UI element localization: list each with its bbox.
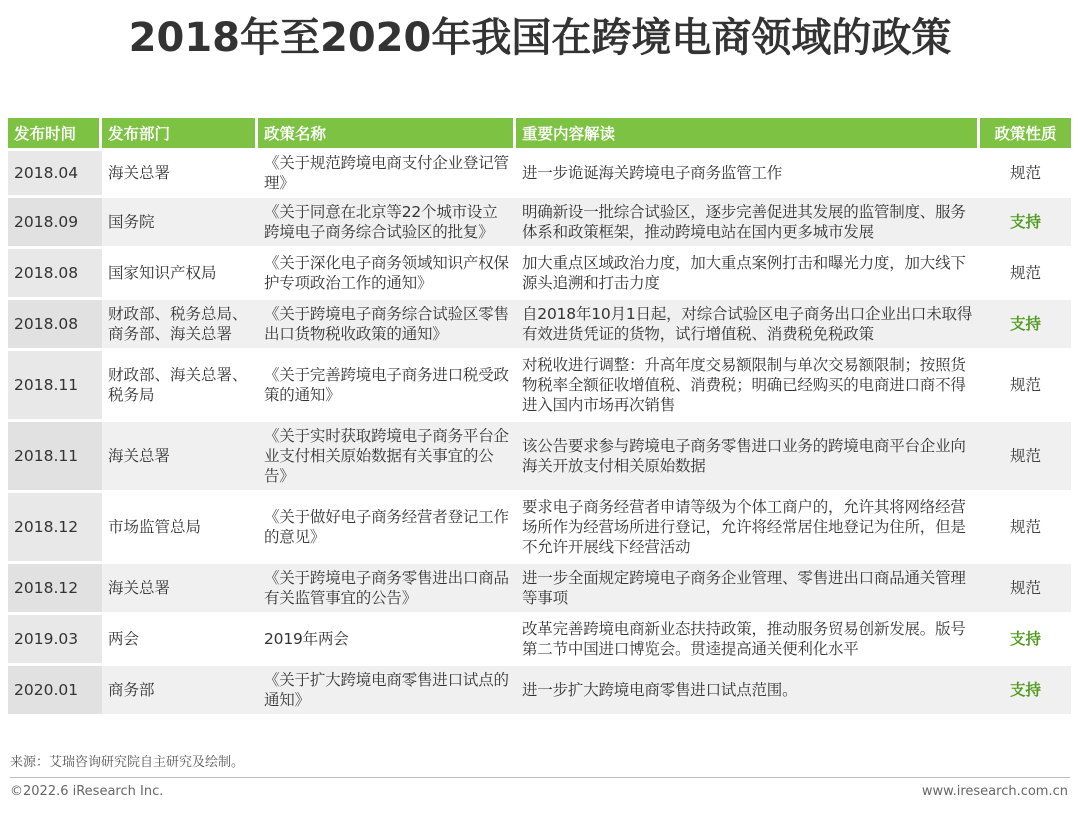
cell-date: 2018.08 bbox=[8, 300, 102, 351]
cell-policy-name: 《关于跨境电子商务综合试验区零售出口货物税收政策的通知》 bbox=[258, 300, 516, 351]
cell-policy-name: 《关于完善跨境电子商务进口税受政策的通知》 bbox=[258, 351, 516, 422]
table-row bbox=[8, 249, 1071, 300]
header-date: 发布时间 bbox=[8, 118, 102, 151]
cell-policy-name: 《关于做好电子商务经营者登记工作的意见》 bbox=[258, 493, 516, 564]
cell-dept: 海关总署 bbox=[102, 422, 258, 493]
cell-nature: 支持 bbox=[980, 615, 1071, 666]
cell-policy-name: 《关于实时获取跨境电子商务平台企业支付相关原始数据有关事宜的公告》 bbox=[258, 422, 516, 493]
cell-nature: 规范 bbox=[980, 351, 1071, 422]
cell-date: 2018.12 bbox=[8, 493, 102, 564]
cell-content: 要求电子商务经营者申请等级为个体工商户的，允许其将网络经营场所作为经营场所进行登记，允许将经常居住地登记为住所，但是不允许开展线下经营活动 bbox=[516, 493, 980, 564]
cell-date: 2018.11 bbox=[8, 351, 102, 422]
cell-nature: 支持 bbox=[980, 198, 1071, 249]
cell-nature: 规范 bbox=[980, 151, 1071, 198]
cell-nature: 规范 bbox=[980, 493, 1071, 564]
cell-content: 对税收进行调整：升高年度交易额限制与单次交易额限制；按照货物税率全额征收增值税、消费税；明确已经购买的电商进口商不得进入国内市场再次销售 bbox=[516, 351, 980, 422]
cell-date: 2018.04 bbox=[8, 151, 102, 198]
cell-dept: 国家知识产权局 bbox=[102, 249, 258, 300]
policy-table bbox=[8, 118, 1071, 717]
cell-content: 明确新设一批综合试验区，逐步完善促进其发展的监管制度、服务体系和政策框架，推动跨境电站在国内更多城市发展 bbox=[516, 198, 980, 249]
cell-dept: 国务院 bbox=[102, 198, 258, 249]
cell-content: 改革完善跨境电商新业态扶持政策，推动服务贸易创新发展。版号第二节中国进口博览会。贯逵提高通关便利化水平 bbox=[516, 615, 980, 666]
header-nature: 政策性质 bbox=[980, 118, 1071, 151]
cell-date: 2020.01 bbox=[8, 666, 102, 717]
footer-divider bbox=[10, 777, 1070, 778]
cell-policy-name: 《关于规范跨境电商支付企业登记管理》 bbox=[258, 151, 516, 198]
cell-content: 进一步诡诞海关跨境电子商务监管工作 bbox=[516, 151, 980, 198]
cell-nature: 规范 bbox=[980, 249, 1071, 300]
table-row bbox=[8, 615, 1071, 666]
cell-policy-name: 《关于扩大跨境电商零售进口试点的通知》 bbox=[258, 666, 516, 717]
table-row bbox=[8, 151, 1071, 198]
table-row bbox=[8, 666, 1071, 717]
cell-content: 自2018年10月1日起，对综合试验区电子商务出口企业出口未取得有效进货凭证的货物，试行增值税、消费税免税政策 bbox=[516, 300, 980, 351]
cell-dept: 海关总署 bbox=[102, 564, 258, 615]
table-row bbox=[8, 564, 1071, 615]
website-link: www.iresearch.com.cn bbox=[921, 784, 1068, 799]
cell-nature: 规范 bbox=[980, 422, 1071, 493]
table-row bbox=[8, 493, 1071, 564]
table-header-row bbox=[8, 118, 1071, 151]
cell-policy-name: 《关于同意在北京等22个城市设立跨境电子商务综合试验区的批复》 bbox=[258, 198, 516, 249]
cell-nature: 规范 bbox=[980, 564, 1071, 615]
cell-dept: 商务部 bbox=[102, 666, 258, 717]
cell-dept: 市场监管总局 bbox=[102, 493, 258, 564]
cell-policy-name: 《关于深化电子商务领域知识产权保护专项政治工作的通知》 bbox=[258, 249, 516, 300]
header-name: 政策名称 bbox=[258, 118, 516, 151]
cell-date: 2018.12 bbox=[8, 564, 102, 615]
cell-content: 进一步扩大跨境电商零售进口试点范围。 bbox=[516, 666, 980, 717]
cell-content: 该公告要求参与跨境电子商务零售进口业务的跨境电商平台企业向海关开放支付相关原始数据 bbox=[516, 422, 980, 493]
cell-dept: 财政部、税务总局、商务部、海关总署 bbox=[102, 300, 258, 351]
table-row bbox=[8, 198, 1071, 249]
cell-date: 2019.03 bbox=[8, 615, 102, 666]
cell-date: 2018.11 bbox=[8, 422, 102, 493]
cell-nature: 支持 bbox=[980, 300, 1071, 351]
cell-dept: 财政部、海关总署、税务局 bbox=[102, 351, 258, 422]
cell-date: 2018.08 bbox=[8, 249, 102, 300]
header-content: 重要内容解读 bbox=[516, 118, 980, 151]
page-title: 2018年至2020年我国在跨境电商领域的政策 bbox=[128, 15, 952, 61]
cell-content: 进一步全面规定跨境电子商务企业管理、零售进出口商品通关管理等事项 bbox=[516, 564, 980, 615]
cell-content: 加大重点区域政治力度，加大重点案例打击和曝光力度，加大线下源头追溯和打击力度 bbox=[516, 249, 980, 300]
copyright-text: ©2022.6 iResearch Inc. bbox=[10, 784, 164, 799]
source-note: 来源：艾瑞咨询研究院自主研究及绘制。 bbox=[10, 755, 245, 770]
header-dept: 发布部门 bbox=[102, 118, 258, 151]
table-row bbox=[8, 351, 1071, 422]
cell-policy-name: 2019年两会 bbox=[258, 615, 516, 666]
cell-nature: 支持 bbox=[980, 666, 1071, 717]
table-row bbox=[8, 300, 1071, 351]
cell-date: 2018.09 bbox=[8, 198, 102, 249]
cell-policy-name: 《关于跨境电子商务零售进出口商品有关监管事宜的公告》 bbox=[258, 564, 516, 615]
cell-dept: 两会 bbox=[102, 615, 258, 666]
table-row bbox=[8, 422, 1071, 493]
cell-dept: 海关总署 bbox=[102, 151, 258, 198]
